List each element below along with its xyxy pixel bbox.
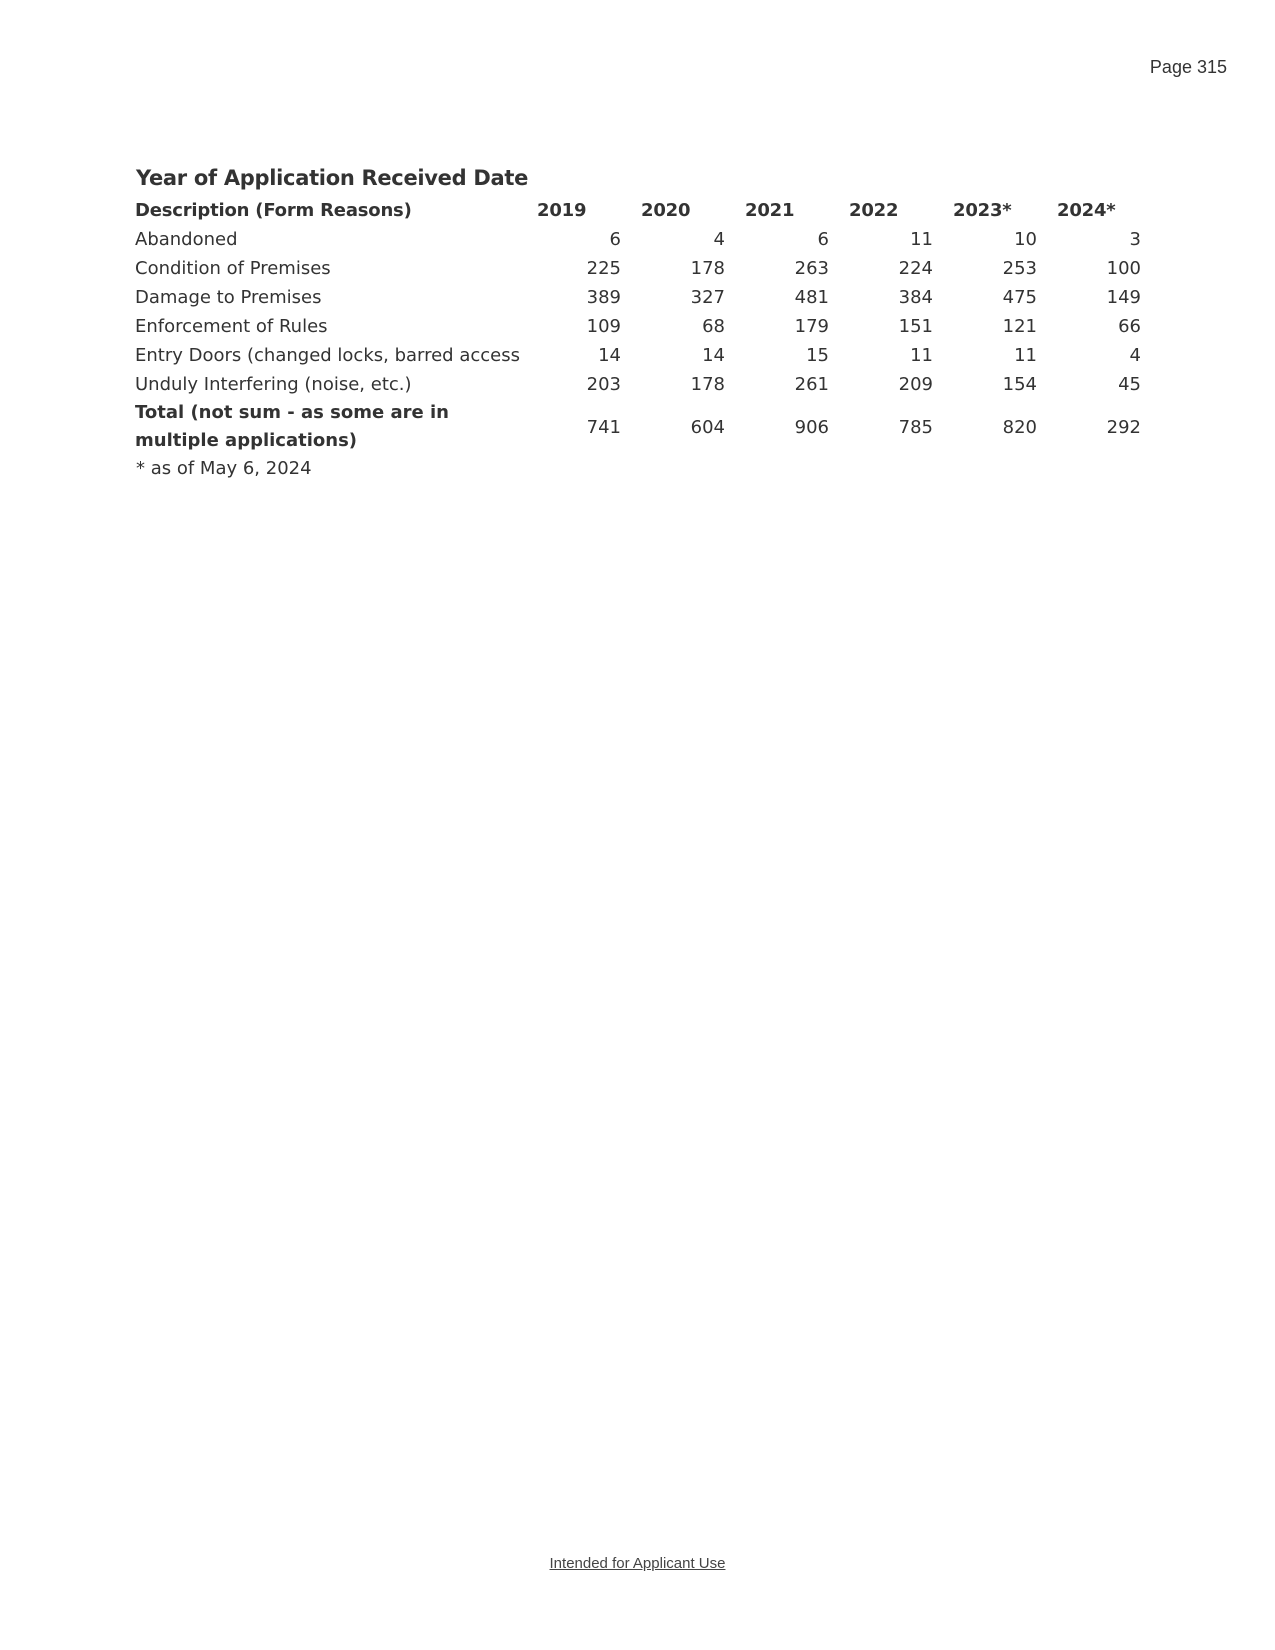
cell-value: 15	[806, 345, 829, 366]
cell-value: 121	[1002, 316, 1037, 337]
cell-value: 11	[910, 229, 933, 250]
cell-value: 3	[1129, 229, 1141, 250]
cell-value: 389	[586, 287, 621, 308]
column-header-year: 2021	[745, 200, 795, 221]
cell-value: 68	[702, 316, 725, 337]
column-header-year: 2022	[849, 200, 899, 221]
cell-value: 14	[598, 345, 621, 366]
cell-value: 261	[794, 374, 829, 395]
cell-value: 203	[586, 374, 621, 395]
cell-value: 10	[1014, 229, 1037, 250]
column-header-year: 2023*	[953, 200, 1012, 221]
cell-value: 45	[1118, 374, 1141, 395]
cell-value: 149	[1106, 287, 1141, 308]
total-value: 785	[898, 416, 933, 438]
cell-value: 4	[1129, 345, 1141, 366]
cell-value: 151	[898, 316, 933, 337]
row-label: Damage to Premises	[135, 287, 322, 308]
total-row	[131, 399, 1149, 455]
cell-value: 178	[690, 374, 725, 395]
column-header-description: Description (Form Reasons)	[135, 200, 412, 221]
total-value: 604	[690, 416, 725, 438]
cell-value: 6	[817, 229, 829, 250]
cell-value: 11	[1014, 345, 1037, 366]
cell-value: 179	[794, 316, 829, 337]
row-label: Condition of Premises	[135, 258, 331, 279]
column-header-year: 2024*	[1057, 200, 1116, 221]
total-value: 292	[1106, 416, 1141, 438]
row-label: Unduly Interfering (noise, etc.)	[135, 374, 412, 395]
column-header-year: 2020	[641, 200, 691, 221]
table-row	[131, 254, 1149, 283]
cell-value: 224	[898, 258, 933, 279]
page-number: Page 315	[1149, 57, 1227, 77]
table-row	[131, 370, 1149, 399]
footnote: * as of May 6, 2024	[136, 458, 312, 479]
cell-value: 178	[690, 258, 725, 279]
cell-value: 481	[794, 287, 829, 308]
cell-value: 225	[586, 258, 621, 279]
cell-value: 154	[1002, 374, 1037, 395]
footer-note: Intended for Applicant Use	[549, 1555, 726, 1572]
cell-value: 327	[690, 287, 725, 308]
cell-value: 253	[1002, 258, 1037, 279]
cell-value: 384	[898, 287, 933, 308]
total-value: 741	[586, 416, 621, 438]
cell-value: 109	[586, 316, 621, 337]
row-label: Entry Doors (changed locks, barred access	[135, 345, 520, 366]
table-row	[131, 225, 1149, 254]
cell-value: 475	[1002, 287, 1037, 308]
report-title: Year of Application Received Date	[136, 166, 529, 190]
table-header-row	[131, 196, 1149, 225]
total-value: 820	[1002, 416, 1037, 438]
row-label: Abandoned	[135, 229, 238, 250]
cell-value: 6	[609, 229, 621, 250]
cell-value: 100	[1106, 258, 1141, 279]
column-header-year: 2019	[537, 200, 587, 221]
row-label: Enforcement of Rules	[135, 316, 328, 337]
cell-value: 263	[794, 258, 829, 279]
total-label: Total (not sum - as some are in multiple applications)	[135, 402, 449, 451]
cell-value: 4	[713, 229, 725, 250]
table-row	[131, 341, 1149, 370]
cell-value: 14	[702, 345, 725, 366]
form-reasons-table	[131, 196, 1149, 455]
cell-value: 66	[1118, 316, 1141, 337]
table-row	[131, 283, 1149, 312]
table-row	[131, 312, 1149, 341]
cell-value: 11	[910, 345, 933, 366]
total-value: 906	[794, 416, 829, 438]
cell-value: 209	[898, 374, 933, 395]
